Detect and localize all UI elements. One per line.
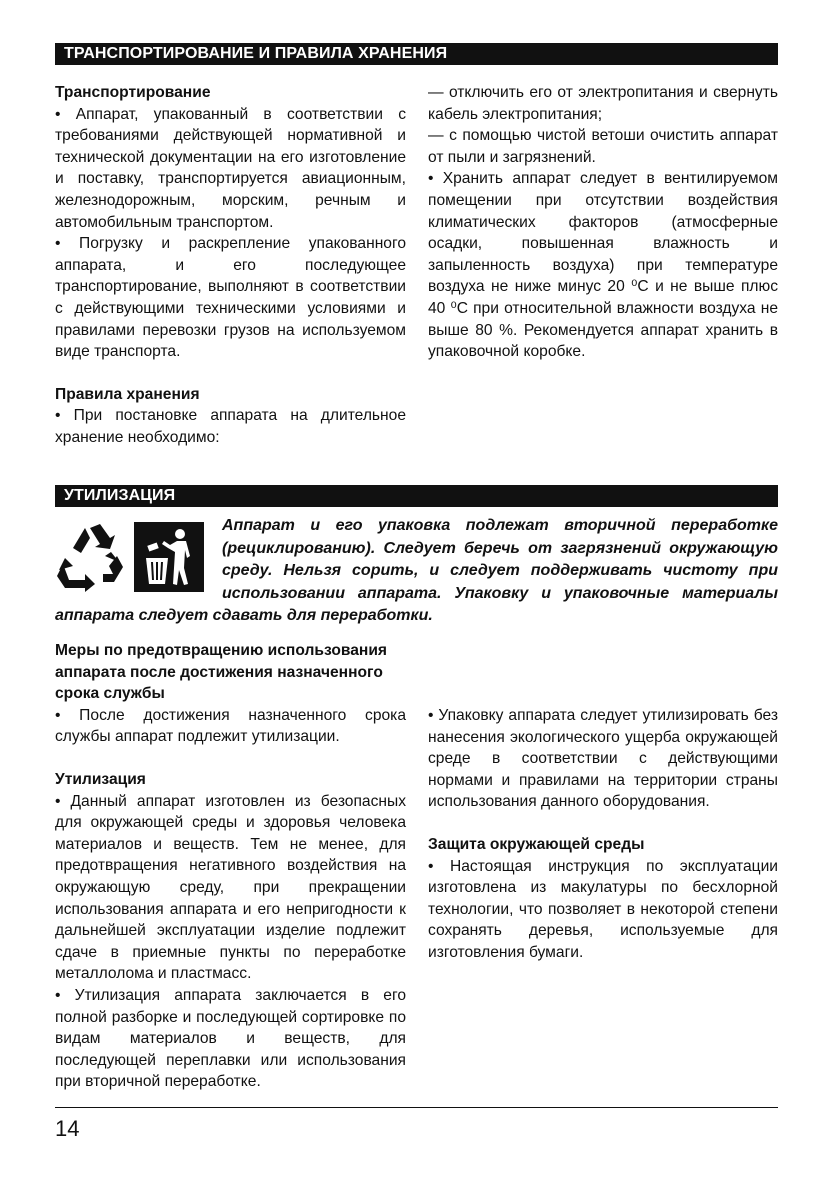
footer-divider [55, 1107, 778, 1108]
transport-heading: Транспортирование [55, 84, 211, 101]
transport-left-column [55, 82, 406, 449]
disposal-right-column [428, 705, 778, 964]
storage-paragraph-4: • Хранить аппарат следует в вентилируемом помещении при отсутствии воздействия климатических факторов (атмосферные осадки, повышенная влажность и запыленность воздуха) при температуре воздуха не ниже минус 20 ⁰С и не выше плюс 40 ⁰С при относительной влажности воздуха не выше 80 %. Рекомендуется аппарат хранить в упаковочной коробке. [428, 170, 778, 361]
disposal-heading: Утилизация [55, 770, 146, 788]
disposal-intro-text: Аппарат и его упаковка подлежат вторичной переработке (рециклированию). Следует беречь от загрязнений окружающую среду. Нельзя сорить, и следует поддерживать чистоту при использовании аппарата. Упаковку и упаковочные материалы аппарата следует сдавать для переработки. [55, 517, 778, 625]
measures-heading: Меры по предотвращению использования аппарата после достижения назначенного срока службы [55, 642, 388, 703]
section-title-disposal: УТИЛИЗАЦИЯ [55, 485, 778, 507]
transport-paragraph-2: • Погрузку и раскрепление упакованного аппарата, и его последующее транспортирование, выполняют в соответствии с действующими техническими условиями и правилами перевозки грузов на используемом виде транспорта. [55, 235, 406, 361]
storage-paragraph-1: • При постановке аппарата на длительное хранение необходимо: [55, 407, 406, 446]
measures-paragraph-1: • После достижения назначенного срока службы аппарат подлежит утилизации. [55, 706, 406, 746]
disposal-left-column [55, 640, 406, 1093]
disposal-paragraph-3: • Упаковку аппарата следует утилизировать без нанесения экологического ущерба окружающей среде в соответствии с действующими нормами и правилами на территории страны использования данного оборудования. [428, 707, 778, 811]
storage-right-column [428, 82, 778, 363]
section-title-transport: ТРАНСПОРТИРОВАНИЕ И ПРАВИЛА ХРАНЕНИЯ [55, 43, 778, 65]
transport-paragraph-1: • Аппарат, упакованный в соответствии с требованиями действующей нормативной и технической документации на его изготовление и поставку, транспортируется авиационным, железнодорожным, морским, речным и автомобильным транспортом. [55, 105, 406, 231]
environment-paragraph-1: • Настоящая инструкция по эксплуатации изготовлена из макулатуры по бесхлорной технологии, что позволяет в некоторой степени сохранять деревья, используемые для изготовления бумаги. [428, 857, 778, 961]
disposal-intro [55, 515, 778, 628]
environment-heading: Защита окружающей среды [428, 835, 645, 853]
storage-paragraph-3: — с помощью чистой ветоши очистить аппарат от пыли и загрязнений. [428, 127, 778, 166]
disposal-paragraph-2: • Утилизация аппарата заключается в его полной разборке и последующей сортировке по видам материалов и веществ, для последующей переплавки или использования при вторичной переработке. [55, 986, 406, 1091]
storage-heading: Правила хранения [55, 385, 200, 403]
storage-paragraph-2: — отключить его от электропитания и свернуть кабель электропитания; [428, 84, 778, 123]
disposal-paragraph-1: • Данный аппарат изготовлен из безопасных для окружающей среды и здоровья человека материалов и веществ. Тем не менее, для предотвращения негативного воздействия на окружающую среду, при прекращении использования аппарата и его непригодности к дальнейшей эксплуатации изделие подлежит сдаче в приемные пункты по переработке металлолома и пластмасс. [55, 792, 406, 983]
page-number: 14 [55, 1116, 80, 1141]
